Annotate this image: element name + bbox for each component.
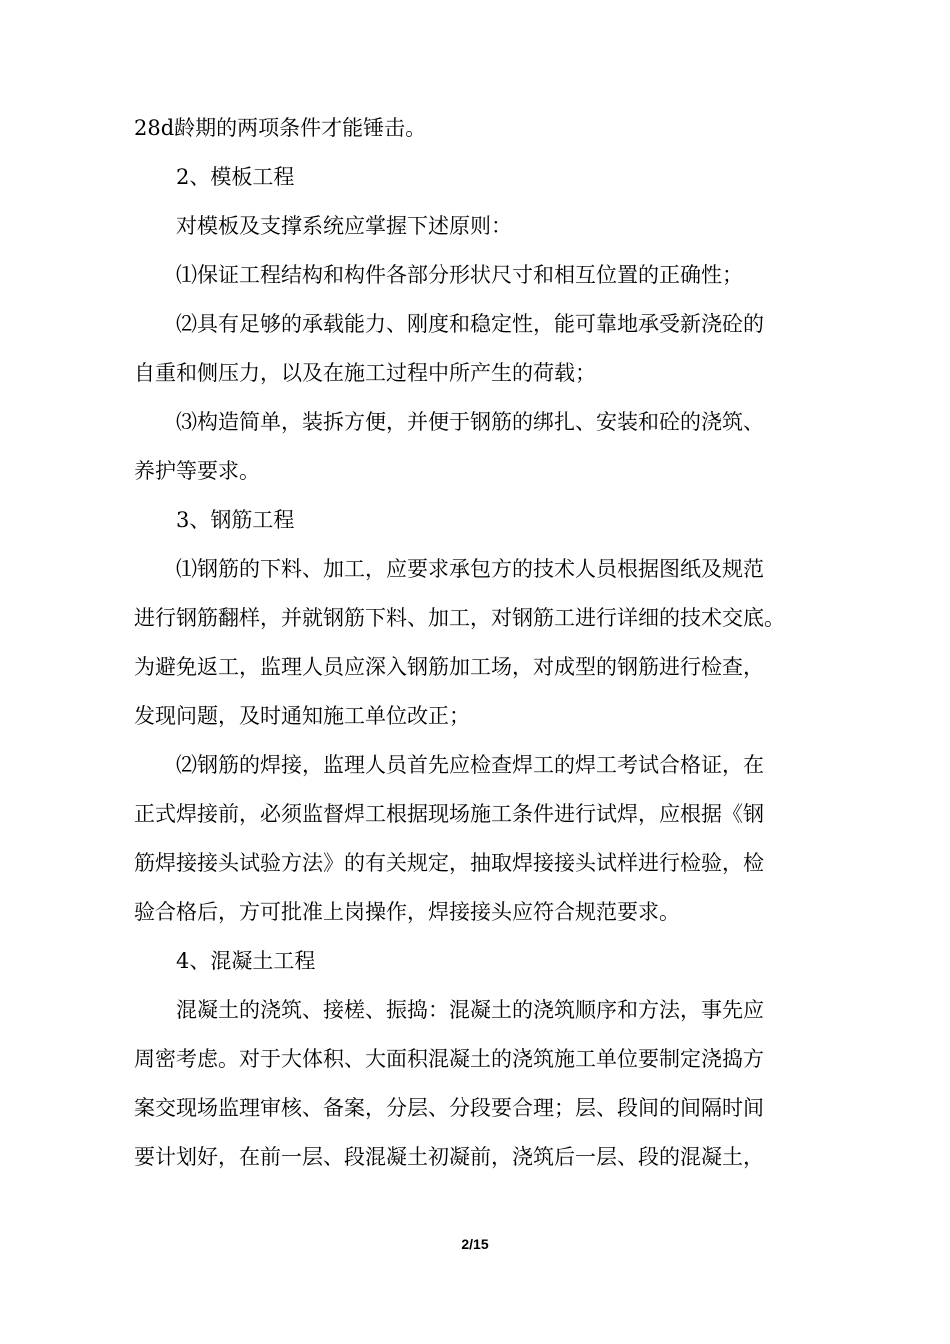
list-item: ⑵具有足够的承载能力、刚度和稳定性，能可靠地承受新浇砼的 xyxy=(176,312,764,336)
text-line: 发现问题，及时通知施工单位改正； xyxy=(134,704,470,728)
text-line: 养护等要求。 xyxy=(134,459,260,483)
list-item: ⑴钢筋的下料、加工，应要求承包方的技术人员根据图纸及规范 xyxy=(176,557,764,581)
list-item: ⑴保证工程结构和构件各部分形状尺寸和相互位置的正确性； xyxy=(176,263,743,287)
page-number: 2/15 xyxy=(461,1236,489,1252)
text-line: 筋焊接接头试验方法》的有关规定，抽取焊接接头试样进行检验，检 xyxy=(134,851,764,875)
text-line: 案交现场监理审核、备案，分层、分段要合理；层、段间的间隔时间 xyxy=(134,1096,764,1120)
text-line: 对模板及支撑系统应掌握下述原则： xyxy=(176,214,512,238)
text-line: 验合格后，方可批准上岗操作，焊接接头应符合规范要求。 xyxy=(134,900,680,924)
section-heading-concrete: 4、混凝土工程 xyxy=(176,949,316,973)
text-line: 进行钢筋翻样，并就钢筋下料、加工，对钢筋工进行详细的技术交底。 xyxy=(134,606,785,630)
text-line: 为避免返工，监理人员应深入钢筋加工场，对成型的钢筋进行检查， xyxy=(134,655,764,679)
list-item: ⑵钢筋的焊接，监理人员首先应检查焊工的焊工考试合格证，在 xyxy=(176,753,764,777)
text-line: 28d龄期的两项条件才能锤击。 xyxy=(134,116,427,140)
text-line: 周密考虑。对于大体积、大面积混凝土的浇筑施工单位要制定浇捣方 xyxy=(134,1047,764,1071)
text-line: 混凝土的浇筑、接槎、振捣：混凝土的浇筑顺序和方法，事先应 xyxy=(176,998,764,1022)
document-body xyxy=(134,104,814,1182)
list-item: ⑶构造简单，装拆方便，并便于钢筋的绑扎、安装和砼的浇筑、 xyxy=(176,410,764,434)
section-heading-formwork: 2、模板工程 xyxy=(176,165,295,189)
text-line: 自重和侧压力，以及在施工过程中所产生的荷载； xyxy=(134,361,596,385)
section-heading-rebar: 3、钢筋工程 xyxy=(176,508,295,532)
text-line: 正式焊接前，必须监督焊工根据现场施工条件进行试焊，应根据《钢 xyxy=(134,802,764,826)
text-line: 要计划好，在前一层、段混凝土初凝前，浇筑后一层、段的混凝土， xyxy=(134,1145,764,1169)
